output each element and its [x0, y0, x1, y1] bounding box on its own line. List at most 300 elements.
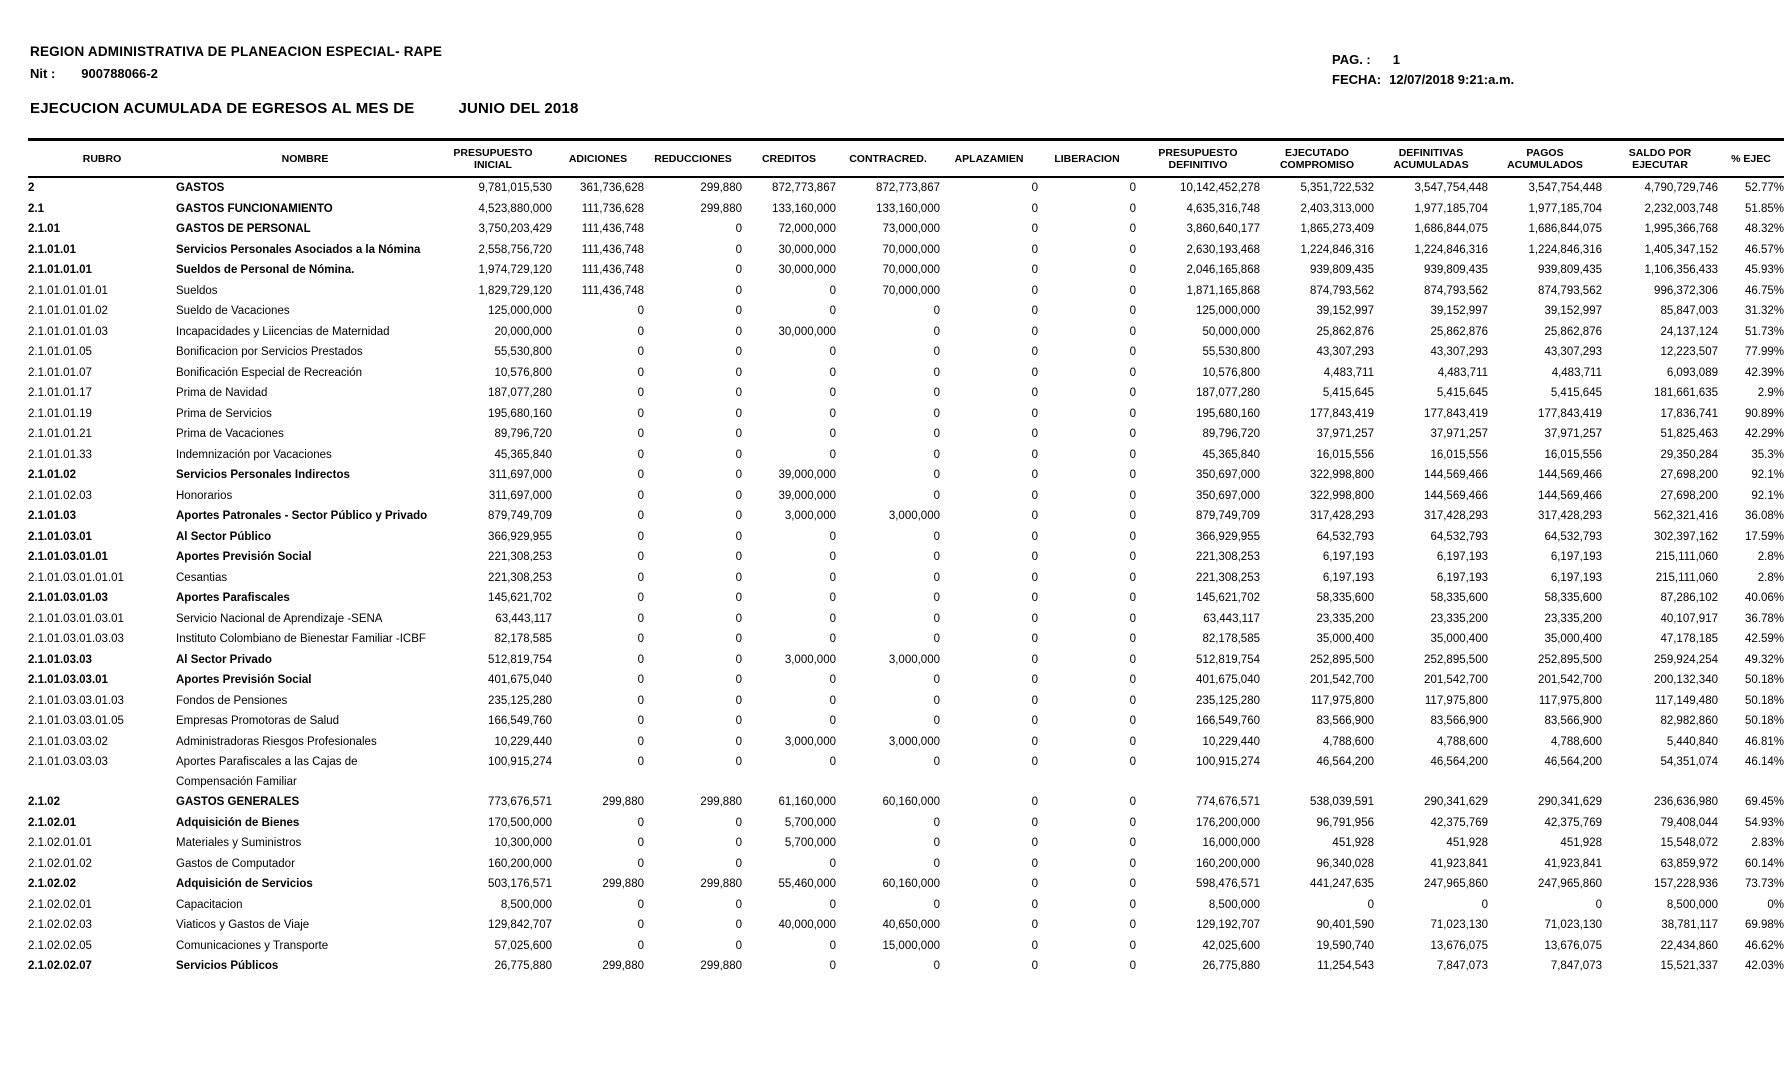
- value-cell: 0: [1031, 530, 1038, 543]
- value-cell: 939,809,435: [1310, 264, 1374, 276]
- value-cell: 23,335,200: [1316, 612, 1374, 625]
- value-cell: 0: [1129, 243, 1136, 256]
- column-header-definitivas-acumuladas: DEFINITIVAS ACUMULADAS: [1374, 140, 1488, 178]
- table-row: [28, 752, 1784, 792]
- value-cell: 0: [1129, 182, 1136, 194]
- nombre-cell: Aportes Previsión Social: [176, 674, 312, 686]
- value-cell: 2,630,193,468: [1186, 243, 1260, 256]
- value-cell: 50,000,000: [1202, 325, 1260, 338]
- value-cell: 39,152,997: [1544, 305, 1602, 317]
- column-header-nombre: NOMBRE: [176, 140, 434, 178]
- value-cell: 0: [1031, 428, 1038, 440]
- value-cell: 129,192,707: [1196, 919, 1260, 931]
- nombre-cell: Bonificacion por Servicios Prestados: [176, 346, 363, 358]
- table-row: [28, 342, 1784, 363]
- value-cell: 1,405,347,152: [1644, 243, 1718, 256]
- value-cell: 311,697,000: [488, 489, 552, 502]
- value-cell: 0: [735, 653, 742, 666]
- value-cell: 43,307,293: [1544, 346, 1602, 358]
- value-cell: 4,790,729,746: [1644, 182, 1718, 194]
- column-header-saldo-por-ejecutar: SALDO POR EJECUTAR: [1602, 140, 1718, 178]
- value-cell: 3,750,203,429: [478, 223, 552, 235]
- value-cell: 30,000,000: [778, 243, 836, 256]
- rubro-cell: 2.1.01.01.01.01: [28, 284, 108, 297]
- value-cell: 0: [1031, 223, 1038, 235]
- value-cell: 42,375,769: [1430, 816, 1488, 829]
- value-cell: 23,335,200: [1430, 612, 1488, 625]
- rubro-cell: 2.1.01.03.03.01.03: [28, 694, 124, 707]
- value-cell: 90,401,590: [1316, 919, 1374, 931]
- value-cell: 0: [829, 530, 836, 543]
- table-row: [28, 711, 1784, 732]
- rubro-cell: 2.1.02: [28, 796, 60, 808]
- value-cell: 1,224,846,316: [1300, 243, 1374, 256]
- value-cell: 85,847,003: [1660, 305, 1718, 317]
- rubro-cell: 2.1.01.03.01.03.03: [28, 633, 124, 645]
- value-cell: 89,796,720: [494, 428, 552, 440]
- value-cell: 0: [1031, 469, 1038, 481]
- pct-ejec-cell: 50.18%: [1744, 674, 1784, 686]
- value-cell: 0: [735, 674, 742, 686]
- value-cell: 55,530,800: [1202, 346, 1260, 358]
- value-cell: 401,675,040: [488, 674, 552, 686]
- value-cell: 0: [1129, 694, 1136, 707]
- value-cell: 3,547,754,448: [1528, 182, 1602, 194]
- value-cell: 0: [1031, 715, 1038, 727]
- value-cell: 111,436,748: [581, 264, 644, 276]
- value-cell: 61,160,000: [778, 796, 836, 808]
- value-cell: 0: [829, 448, 836, 461]
- pct-ejec-cell: 46.57%: [1744, 243, 1784, 256]
- value-cell: 43,307,293: [1430, 346, 1488, 358]
- value-cell: 13,676,075: [1544, 939, 1602, 952]
- value-cell: 0: [1481, 898, 1488, 911]
- column-header-pct-ejec: % EJEC: [1718, 140, 1784, 178]
- value-cell: 57,025,600: [494, 939, 552, 952]
- value-cell: 5,700,000: [784, 816, 836, 829]
- table-row: [28, 383, 1784, 404]
- value-cell: 317,428,293: [1538, 510, 1602, 522]
- value-cell: 45,365,840: [494, 448, 552, 461]
- fecha-value: 12/07/2018 9:21:a.m.: [1389, 72, 1515, 87]
- nombre-cell: Materiales y Suministros: [176, 837, 302, 849]
- value-cell: 299,880: [700, 796, 742, 808]
- value-cell: 0: [735, 428, 742, 440]
- value-cell: 166,549,760: [1196, 715, 1260, 727]
- value-cell: 63,443,117: [495, 612, 552, 625]
- value-cell: 0: [637, 674, 644, 686]
- value-cell: 177,843,419: [1424, 407, 1488, 420]
- nombre-cell: Administradoras Riesgos Profesionales: [176, 735, 377, 748]
- table-row: [28, 629, 1784, 650]
- value-cell: 0: [829, 284, 836, 297]
- value-cell: 55,530,800: [494, 346, 552, 358]
- value-cell: 774,676,571: [1196, 796, 1260, 808]
- value-cell: 0: [637, 633, 644, 645]
- value-cell: 1,995,366,768: [1644, 223, 1718, 235]
- rubro-cell: 2.1.02.01: [28, 816, 76, 829]
- value-cell: 187,077,280: [1196, 387, 1260, 399]
- value-cell: 1,974,729,120: [478, 264, 552, 276]
- value-cell: 0: [735, 735, 742, 748]
- value-cell: 299,880: [602, 960, 644, 972]
- value-cell: 874,793,562: [1538, 284, 1602, 297]
- rubro-cell: 2.1.01.01.17: [28, 387, 92, 399]
- value-cell: 0: [1129, 857, 1136, 870]
- value-cell: 166,549,760: [488, 715, 552, 727]
- value-cell: 4,483,711: [1551, 366, 1602, 379]
- value-cell: 45,365,840: [1202, 448, 1260, 461]
- value-cell: 215,111,060: [1655, 571, 1718, 584]
- value-cell: 221,308,253: [488, 571, 552, 584]
- fecha-line: [1332, 70, 1514, 90]
- value-cell: 0: [1031, 387, 1038, 399]
- nombre-cell: Sueldos de Personal de Nómina.: [176, 264, 355, 276]
- rubro-cell: 2.1.01.01.19: [28, 407, 92, 420]
- value-cell: 0: [933, 837, 940, 849]
- value-cell: 0: [1129, 919, 1136, 931]
- value-cell: 38,781,117: [1661, 919, 1718, 931]
- column-header-contracred: CONTRACRED.: [836, 140, 940, 178]
- value-cell: 6,093,089: [1666, 366, 1718, 379]
- value-cell: 72,000,000: [778, 223, 836, 235]
- value-cell: 1,865,273,409: [1300, 223, 1374, 235]
- value-cell: 40,107,917: [1660, 612, 1718, 625]
- table-row: [28, 445, 1784, 466]
- value-cell: 0: [1031, 325, 1038, 338]
- value-cell: 0: [637, 694, 644, 707]
- value-cell: 177,843,419: [1538, 407, 1602, 420]
- pct-ejec-cell: 31.32%: [1744, 305, 1784, 317]
- pct-ejec-cell: 2.8%: [1757, 551, 1784, 563]
- value-cell: 0: [637, 469, 644, 481]
- value-cell: 0: [933, 633, 940, 645]
- rubro-cell: 2.1.01.01.01.02: [28, 305, 108, 317]
- value-cell: 96,340,028: [1316, 857, 1374, 870]
- value-cell: 15,000,000: [882, 939, 940, 952]
- value-cell: 0: [1031, 346, 1038, 358]
- value-cell: 0: [637, 816, 644, 829]
- pct-ejec-cell: 51.73%: [1744, 325, 1784, 338]
- value-cell: 26,775,880: [494, 960, 552, 972]
- table-row: [28, 956, 1784, 977]
- nombre-cell: Indemnización por Vacaciones: [176, 448, 332, 461]
- value-cell: 247,965,860: [1424, 878, 1488, 890]
- value-cell: 0: [1129, 448, 1136, 461]
- rubro-cell: 2.1.02.01.02: [28, 857, 92, 870]
- rubro-cell: 2.1.01: [28, 223, 60, 235]
- value-cell: 0: [933, 960, 940, 972]
- value-cell: 39,152,997: [1430, 305, 1488, 317]
- value-cell: 60,160,000: [882, 878, 940, 890]
- value-cell: 27,698,200: [1660, 469, 1718, 481]
- value-cell: 15,521,337: [1660, 960, 1718, 972]
- value-cell: 0: [735, 223, 742, 235]
- value-cell: 13,676,075: [1430, 939, 1488, 952]
- value-cell: 181,661,635: [1654, 387, 1718, 399]
- value-cell: 0: [1031, 305, 1038, 317]
- pct-ejec-cell: 46.75%: [1744, 284, 1784, 297]
- nombre-cell: Fondos de Pensiones: [176, 694, 288, 707]
- value-cell: 0: [933, 346, 940, 358]
- table-row: [28, 281, 1784, 302]
- pct-ejec-cell: 46.14%: [1744, 756, 1784, 768]
- value-cell: 0: [1031, 407, 1038, 420]
- value-cell: 5,351,722,532: [1300, 182, 1374, 194]
- value-cell: 3,000,000: [888, 735, 940, 748]
- value-cell: 82,982,860: [1660, 715, 1718, 727]
- value-cell: 0: [829, 939, 836, 952]
- table-row: [28, 404, 1784, 425]
- pct-ejec-cell: 73.73%: [1744, 878, 1784, 890]
- pct-ejec-cell: 0%: [1767, 898, 1784, 911]
- value-cell: 25,862,876: [1544, 325, 1602, 338]
- value-cell: 4,483,711: [1323, 366, 1374, 379]
- value-cell: 299,880: [700, 878, 742, 890]
- value-cell: 0: [735, 571, 742, 584]
- value-cell: 0: [1031, 837, 1038, 849]
- value-cell: 35,000,400: [1544, 633, 1602, 645]
- value-cell: 5,415,645: [1436, 387, 1488, 399]
- value-cell: 0: [1031, 366, 1038, 379]
- value-cell: 3,000,000: [784, 735, 836, 748]
- value-cell: 0: [1129, 756, 1136, 768]
- nombre-cell: Servicios Personales Indirectos: [176, 469, 350, 481]
- value-cell: 361,736,628: [580, 182, 644, 194]
- table-row: [28, 895, 1784, 916]
- value-cell: 0: [735, 284, 742, 297]
- value-cell: 366,929,955: [488, 530, 552, 543]
- value-cell: 0: [933, 530, 940, 543]
- value-cell: 441,247,635: [1310, 878, 1374, 890]
- value-cell: 221,308,253: [1196, 551, 1260, 563]
- table-row: [28, 424, 1784, 445]
- value-cell: 0: [1129, 571, 1136, 584]
- nombre-cell: Al Sector Privado: [176, 653, 272, 666]
- rubro-cell: 2.1.01.03.01.03: [28, 592, 108, 604]
- pct-ejec-cell: 36.08%: [1744, 510, 1784, 522]
- value-cell: 1,871,165,868: [1186, 284, 1260, 297]
- pct-ejec-cell: 36.78%: [1744, 612, 1784, 625]
- value-cell: 1,977,185,704: [1528, 202, 1602, 215]
- rubro-cell: 2.1.01.03.01.01: [28, 551, 108, 563]
- value-cell: 8,500,000: [500, 898, 552, 911]
- value-cell: 0: [1129, 346, 1136, 358]
- value-cell: 201,542,700: [1538, 674, 1602, 686]
- value-cell: 25,862,876: [1430, 325, 1488, 338]
- report-title-text: EJECUCION ACUMULADA DE EGRESOS AL MES DE: [30, 100, 415, 117]
- value-cell: 939,809,435: [1424, 264, 1488, 276]
- value-cell: 0: [1129, 305, 1136, 317]
- table-row: [28, 260, 1784, 281]
- pct-ejec-cell: 46.62%: [1744, 939, 1784, 952]
- value-cell: 100,915,274: [1196, 756, 1260, 768]
- value-cell: 0: [1031, 243, 1038, 256]
- value-cell: 58,335,600: [1430, 592, 1488, 604]
- value-cell: 144,569,466: [1424, 489, 1488, 502]
- pct-ejec-cell: 54.93%: [1744, 816, 1784, 829]
- value-cell: 0: [735, 264, 742, 276]
- value-cell: 0: [933, 366, 940, 379]
- value-cell: 0: [1129, 510, 1136, 522]
- pct-ejec-cell: 48.32%: [1744, 223, 1784, 235]
- rubro-cell: 2.1.01.03.01: [28, 530, 92, 543]
- value-cell: 3,000,000: [888, 510, 940, 522]
- value-cell: 0: [637, 756, 644, 768]
- value-cell: 35,000,400: [1430, 633, 1488, 645]
- value-cell: 0: [933, 305, 940, 317]
- value-cell: 0: [735, 346, 742, 358]
- value-cell: 47,178,185: [1660, 633, 1718, 645]
- value-cell: 1,977,185,704: [1414, 202, 1488, 215]
- value-cell: 6,197,193: [1550, 571, 1602, 584]
- value-cell: 0: [735, 305, 742, 317]
- table-row: [28, 177, 1784, 199]
- value-cell: 252,895,500: [1310, 653, 1374, 666]
- value-cell: 0: [1031, 448, 1038, 461]
- value-cell: 125,000,000: [1196, 305, 1260, 317]
- value-cell: 0: [735, 715, 742, 727]
- value-cell: 0: [933, 756, 940, 768]
- value-cell: 12,223,507: [1660, 346, 1718, 358]
- value-cell: 6,197,193: [1322, 551, 1374, 563]
- value-cell: 40,000,000: [778, 919, 836, 931]
- value-cell: 0: [933, 551, 940, 563]
- table-row: [28, 219, 1784, 240]
- value-cell: 160,200,000: [1196, 857, 1260, 870]
- page-number-line: [1332, 50, 1514, 70]
- nombre-cell: Prima de Vacaciones: [176, 428, 284, 440]
- value-cell: 0: [829, 387, 836, 399]
- value-cell: 350,697,000: [1196, 489, 1260, 502]
- nombre-cell: Aportes Parafiscales: [176, 592, 290, 604]
- value-cell: 0: [1129, 960, 1136, 972]
- value-cell: 512,819,754: [1196, 653, 1260, 666]
- column-header-creditos: CREDITOS: [742, 140, 836, 178]
- value-cell: 0: [1129, 612, 1136, 625]
- value-cell: 0: [735, 551, 742, 563]
- value-cell: 0: [637, 530, 644, 543]
- value-cell: 54,351,074: [1660, 756, 1718, 768]
- value-cell: 0: [1129, 407, 1136, 420]
- value-cell: 0: [933, 592, 940, 604]
- value-cell: 5,700,000: [784, 837, 836, 849]
- value-cell: 0: [1367, 898, 1374, 911]
- pct-ejec-cell: 45.93%: [1744, 264, 1784, 276]
- value-cell: 125,000,000: [488, 305, 552, 317]
- value-cell: 317,428,293: [1310, 510, 1374, 522]
- value-cell: 0: [637, 715, 644, 727]
- pct-ejec-cell: 42.29%: [1744, 428, 1784, 440]
- rubro-cell: 2.1.02.01.01: [28, 837, 92, 849]
- org-name: REGION ADMINISTRATIVA DE PLANEACION ESPECIAL- RAPE: [30, 44, 443, 59]
- value-cell: 290,341,629: [1538, 796, 1602, 808]
- value-cell: 252,895,500: [1538, 653, 1602, 666]
- value-cell: 0: [829, 857, 836, 870]
- value-cell: 37,971,257: [1544, 428, 1602, 440]
- value-cell: 129,842,707: [488, 919, 552, 931]
- value-cell: 0: [1031, 878, 1038, 890]
- value-cell: 0: [735, 489, 742, 502]
- value-cell: 0: [735, 756, 742, 768]
- value-cell: 311,697,000: [488, 469, 552, 481]
- value-cell: 0: [1031, 653, 1038, 666]
- value-cell: 0: [933, 469, 940, 481]
- nombre-cell: Capacitacion: [176, 898, 243, 911]
- value-cell: 5,415,645: [1322, 387, 1374, 399]
- value-cell: 58,335,600: [1544, 592, 1602, 604]
- value-cell: 598,476,571: [1196, 878, 1260, 890]
- column-header-presupuesto-inicial: PRESUPUESTO INICIAL: [434, 140, 552, 178]
- value-cell: 195,680,160: [1196, 407, 1260, 420]
- value-cell: 3,000,000: [784, 653, 836, 666]
- nombre-cell: Aportes Patronales - Sector Público y Privado: [176, 510, 428, 522]
- value-cell: 0: [1129, 489, 1136, 502]
- value-cell: 1,224,846,316: [1414, 243, 1488, 256]
- value-cell: 299,880: [700, 960, 742, 972]
- value-cell: 170,500,000: [488, 816, 552, 829]
- value-cell: 64,532,793: [1430, 530, 1488, 543]
- page-label: PAG. :: [1332, 52, 1371, 67]
- value-cell: 42,375,769: [1544, 816, 1602, 829]
- value-cell: 200,132,340: [1654, 674, 1718, 686]
- value-cell: 83,566,900: [1430, 715, 1488, 727]
- table-row: [28, 322, 1784, 343]
- nombre-cell: Cesantias: [176, 571, 228, 584]
- value-cell: 27,698,200: [1660, 489, 1718, 502]
- value-cell: 195,680,160: [488, 407, 552, 420]
- value-cell: 451,928: [1560, 837, 1602, 849]
- value-cell: 82,178,585: [494, 633, 552, 645]
- rubro-cell: 2.1.01.01.21: [28, 428, 92, 440]
- nombre-cell: Prima de Servicios: [176, 407, 272, 420]
- value-cell: 0: [1031, 898, 1038, 911]
- value-cell: 0: [735, 857, 742, 870]
- value-cell: 0: [637, 346, 644, 358]
- value-cell: 0: [735, 837, 742, 849]
- value-cell: 0: [735, 325, 742, 338]
- value-cell: 73,000,000: [882, 223, 940, 235]
- value-cell: 0: [829, 592, 836, 604]
- value-cell: 187,077,280: [488, 387, 552, 399]
- value-cell: 96,791,956: [1316, 816, 1374, 829]
- value-cell: 1,829,729,120: [478, 284, 552, 297]
- value-cell: 0: [735, 407, 742, 420]
- rubro-cell: 2.1.01.02: [28, 469, 76, 481]
- nombre-cell: Sueldo de Vacaciones: [176, 305, 290, 317]
- value-cell: 259,924,254: [1654, 653, 1718, 666]
- value-cell: 0: [1129, 366, 1136, 379]
- value-cell: 0: [933, 898, 940, 911]
- value-cell: 0: [735, 612, 742, 625]
- table-row: [28, 568, 1784, 589]
- table-row: [28, 506, 1784, 527]
- rubro-cell: 2.1.01.03.01.03.01: [28, 612, 124, 625]
- pct-ejec-cell: 52.77%: [1744, 182, 1784, 194]
- value-cell: 0: [933, 715, 940, 727]
- nombre-cell: Comunicaciones y Transporte: [176, 939, 329, 952]
- value-cell: 0: [1031, 694, 1038, 707]
- value-cell: 70,000,000: [882, 243, 940, 256]
- value-cell: 0: [933, 448, 940, 461]
- value-cell: 0: [1031, 816, 1038, 829]
- value-cell: 0: [637, 939, 644, 952]
- value-cell: 0: [735, 592, 742, 604]
- value-cell: 46,564,200: [1544, 756, 1602, 768]
- value-cell: 117,975,800: [1310, 694, 1374, 707]
- value-cell: 0: [1129, 325, 1136, 338]
- value-cell: 23,335,200: [1544, 612, 1602, 625]
